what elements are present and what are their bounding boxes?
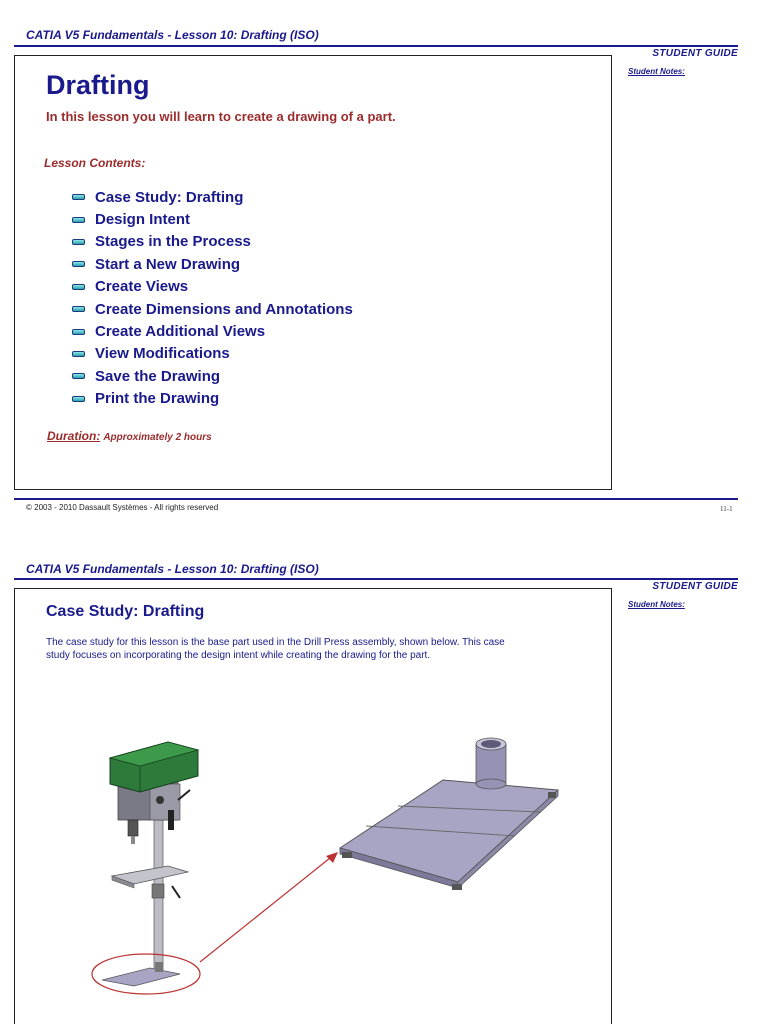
drill-chuck bbox=[128, 820, 138, 836]
page-title: Drafting bbox=[46, 70, 150, 100]
list-item: Design Intent bbox=[72, 208, 353, 230]
feed-lever-2 bbox=[168, 810, 174, 830]
course-title: CATIA V5 Fundamentals - Lesson 10: Drafting (ISO) bbox=[26, 28, 319, 42]
drill-head-side bbox=[150, 784, 180, 820]
table-handle bbox=[172, 886, 180, 898]
table-clamp bbox=[152, 884, 164, 898]
column-foot bbox=[155, 962, 163, 972]
drill-bit bbox=[131, 836, 135, 844]
list-item: Print the Drawing bbox=[72, 388, 353, 410]
list-item: Create Dimensions and Annotations bbox=[72, 298, 353, 320]
list-item: Start a New Drawing bbox=[72, 253, 353, 275]
list-item: Create Additional Views bbox=[72, 320, 353, 342]
copyright: © 2003 - 2010 Dassault Systèmes - All rights reserved bbox=[26, 503, 219, 512]
column-socket-hole bbox=[481, 740, 501, 748]
list-item: Stages in the Process bbox=[72, 231, 353, 253]
list-item: Case Study: Drafting bbox=[72, 186, 353, 208]
list-item: View Modifications bbox=[72, 343, 353, 365]
case-study-paragraph: The case study for this lesson is the base part used in the Drill Press assembly, shown below. This case study focuses on incorporating the design intent while creating the drawing for the part. bbox=[46, 637, 505, 661]
page-number: 11-1 bbox=[720, 505, 733, 513]
duration-value: Approximately 2 hours bbox=[103, 432, 212, 443]
plate-foot bbox=[452, 884, 462, 890]
student-notes-label-2: Student Notes: bbox=[628, 600, 685, 609]
student-guide-label: STUDENT GUIDE bbox=[652, 48, 738, 59]
plate-foot bbox=[342, 852, 352, 858]
course-title-2: CATIA V5 Fundamentals - Lesson 10: Drafting (ISO) bbox=[26, 562, 319, 576]
lesson-contents-label: Lesson Contents: bbox=[44, 156, 146, 170]
drill-base-small bbox=[102, 968, 180, 986]
student-guide-label-2: STUDENT GUIDE bbox=[652, 581, 738, 592]
callout-arrow-line bbox=[200, 858, 330, 962]
column-socket-base bbox=[476, 779, 506, 789]
base-plate-top bbox=[340, 780, 558, 882]
list-item: Save the Drawing bbox=[72, 365, 353, 387]
feed-knob bbox=[156, 796, 164, 804]
lesson-subtitle: In this lesson you will learn to create a drawing of a part. bbox=[46, 109, 396, 124]
plate-foot bbox=[548, 792, 556, 798]
callout-arrowhead bbox=[326, 852, 338, 863]
list-item: Create Views bbox=[72, 276, 353, 298]
case-study-title: Case Study: Drafting bbox=[46, 603, 205, 620]
student-notes-label: Student Notes: bbox=[628, 67, 685, 76]
duration-label: Duration: bbox=[47, 429, 101, 443]
